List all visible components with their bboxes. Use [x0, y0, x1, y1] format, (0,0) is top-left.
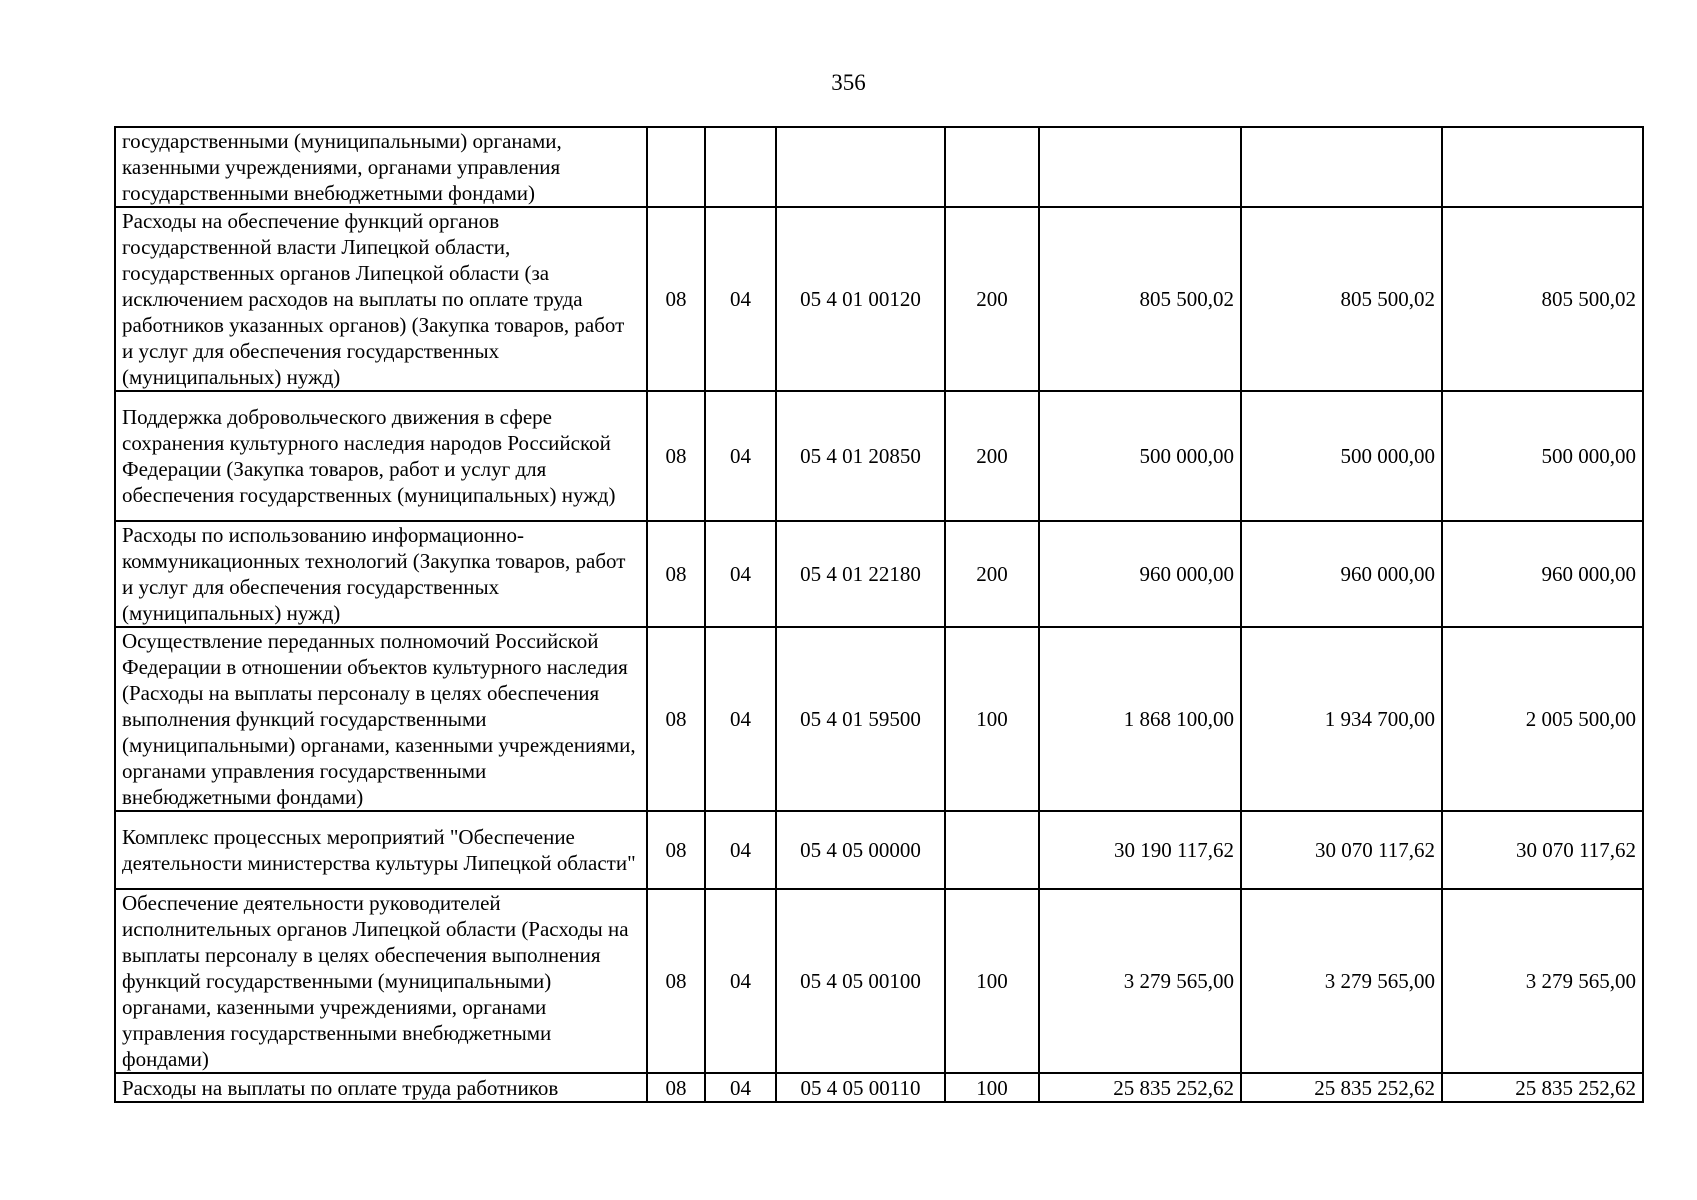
section-code: 08	[647, 889, 705, 1073]
amount-year-3	[1442, 127, 1643, 207]
section-code: 08	[647, 811, 705, 889]
expense-type-code: 200	[945, 207, 1039, 391]
target-article-code: 05 4 01 59500	[776, 627, 945, 811]
amount-year-1: 805 500,02	[1039, 207, 1241, 391]
table-row	[115, 889, 1643, 1073]
section-code: 08	[647, 1073, 705, 1102]
row-description: Расходы по использованию информационно-коммуникационных технологий (Закупка товаров, работ и услуг для обеспечения государственных (муниципальных) нужд)	[115, 521, 647, 627]
section-code: 08	[647, 627, 705, 811]
target-article-code: 05 4 01 22180	[776, 521, 945, 627]
amount-year-2: 500 000,00	[1241, 391, 1442, 521]
row-description: Расходы на выплаты по оплате труда работников	[115, 1073, 647, 1102]
subsection-code: 04	[705, 207, 776, 391]
expense-type-code: 100	[945, 1073, 1039, 1102]
expense-type-code: 200	[945, 391, 1039, 521]
amount-year-3: 30 070 117,62	[1442, 811, 1643, 889]
amount-year-1: 25 835 252,62	[1039, 1073, 1241, 1102]
row-description: Поддержка добровольческого движения в сфере сохранения культурного наследия народов Российской Федерации (Закупка товаров, работ и услуг для обеспечения государственных (муниципальных) нужд)	[115, 391, 647, 521]
amount-year-3: 2 005 500,00	[1442, 627, 1643, 811]
section-code	[647, 127, 705, 207]
subsection-code: 04	[705, 889, 776, 1073]
amount-year-3: 25 835 252,62	[1442, 1073, 1643, 1102]
subsection-code: 04	[705, 521, 776, 627]
subsection-code: 04	[705, 1073, 776, 1102]
page-number: 356	[831, 70, 866, 95]
expense-type-code: 100	[945, 627, 1039, 811]
budget-table-body	[115, 127, 1643, 1102]
expense-type-code	[945, 127, 1039, 207]
amount-year-2: 3 279 565,00	[1241, 889, 1442, 1073]
target-article-code: 05 4 05 00110	[776, 1073, 945, 1102]
row-description: Расходы на обеспечение функций органов государственной власти Липецкой области, государственных органов Липецкой области (за исключением расходов на выплаты по оплате труда работников указанных органов) (Закупка товаров, работ и услуг для обеспечения государственных (муниципальных) нужд)	[115, 207, 647, 391]
table-row	[115, 627, 1643, 811]
target-article-code: 05 4 01 20850	[776, 391, 945, 521]
amount-year-2: 1 934 700,00	[1241, 627, 1442, 811]
amount-year-1: 960 000,00	[1039, 521, 1241, 627]
row-description: Комплекс процессных мероприятий "Обеспечение деятельности министерства культуры Липецкой области"	[115, 811, 647, 889]
amount-year-3: 805 500,02	[1442, 207, 1643, 391]
target-article-code: 05 4 05 00000	[776, 811, 945, 889]
target-article-code: 05 4 01 00120	[776, 207, 945, 391]
table-row	[115, 391, 1643, 521]
row-description: Обеспечение деятельности руководителей исполнительных органов Липецкой области (Расходы на выплаты персоналу в целях обеспечения выполнения функций государственными (муниципальными) органами, казенными учреждениями, органами управления государственными внебюджетными фондами)	[115, 889, 647, 1073]
amount-year-3: 500 000,00	[1442, 391, 1643, 521]
amount-year-1: 30 190 117,62	[1039, 811, 1241, 889]
section-code: 08	[647, 207, 705, 391]
row-description: государственными (муниципальными) органами, казенными учреждениями, органами управления государственными внебюджетными фондами)	[115, 127, 647, 207]
amount-year-3: 3 279 565,00	[1442, 889, 1643, 1073]
expense-type-code: 100	[945, 889, 1039, 1073]
table-row	[115, 207, 1643, 391]
amount-year-2: 960 000,00	[1241, 521, 1442, 627]
amount-year-1	[1039, 127, 1241, 207]
row-description: Осуществление переданных полномочий Российской Федерации в отношении объектов культурного наследия (Расходы на выплаты персоналу в целях обеспечения выполнения функций государственными (муниципальными) органами, казенными учреждениями, органами управления государственными внебюджетными фондами)	[115, 627, 647, 811]
subsection-code: 04	[705, 627, 776, 811]
table-row	[115, 811, 1643, 889]
amount-year-1: 1 868 100,00	[1039, 627, 1241, 811]
amount-year-2	[1241, 127, 1442, 207]
subsection-code: 04	[705, 391, 776, 521]
subsection-code	[705, 127, 776, 207]
amount-year-3: 960 000,00	[1442, 521, 1643, 627]
target-article-code: 05 4 05 00100	[776, 889, 945, 1073]
amount-year-2: 30 070 117,62	[1241, 811, 1442, 889]
table-row	[115, 1073, 1643, 1102]
expense-type-code: 200	[945, 521, 1039, 627]
section-code: 08	[647, 391, 705, 521]
table-row	[115, 127, 1643, 207]
amount-year-2: 805 500,02	[1241, 207, 1442, 391]
amount-year-1: 3 279 565,00	[1039, 889, 1241, 1073]
table-row	[115, 521, 1643, 627]
budget-table	[114, 126, 1644, 1103]
section-code: 08	[647, 521, 705, 627]
amount-year-2: 25 835 252,62	[1241, 1073, 1442, 1102]
expense-type-code	[945, 811, 1039, 889]
target-article-code	[776, 127, 945, 207]
amount-year-1: 500 000,00	[1039, 391, 1241, 521]
subsection-code: 04	[705, 811, 776, 889]
